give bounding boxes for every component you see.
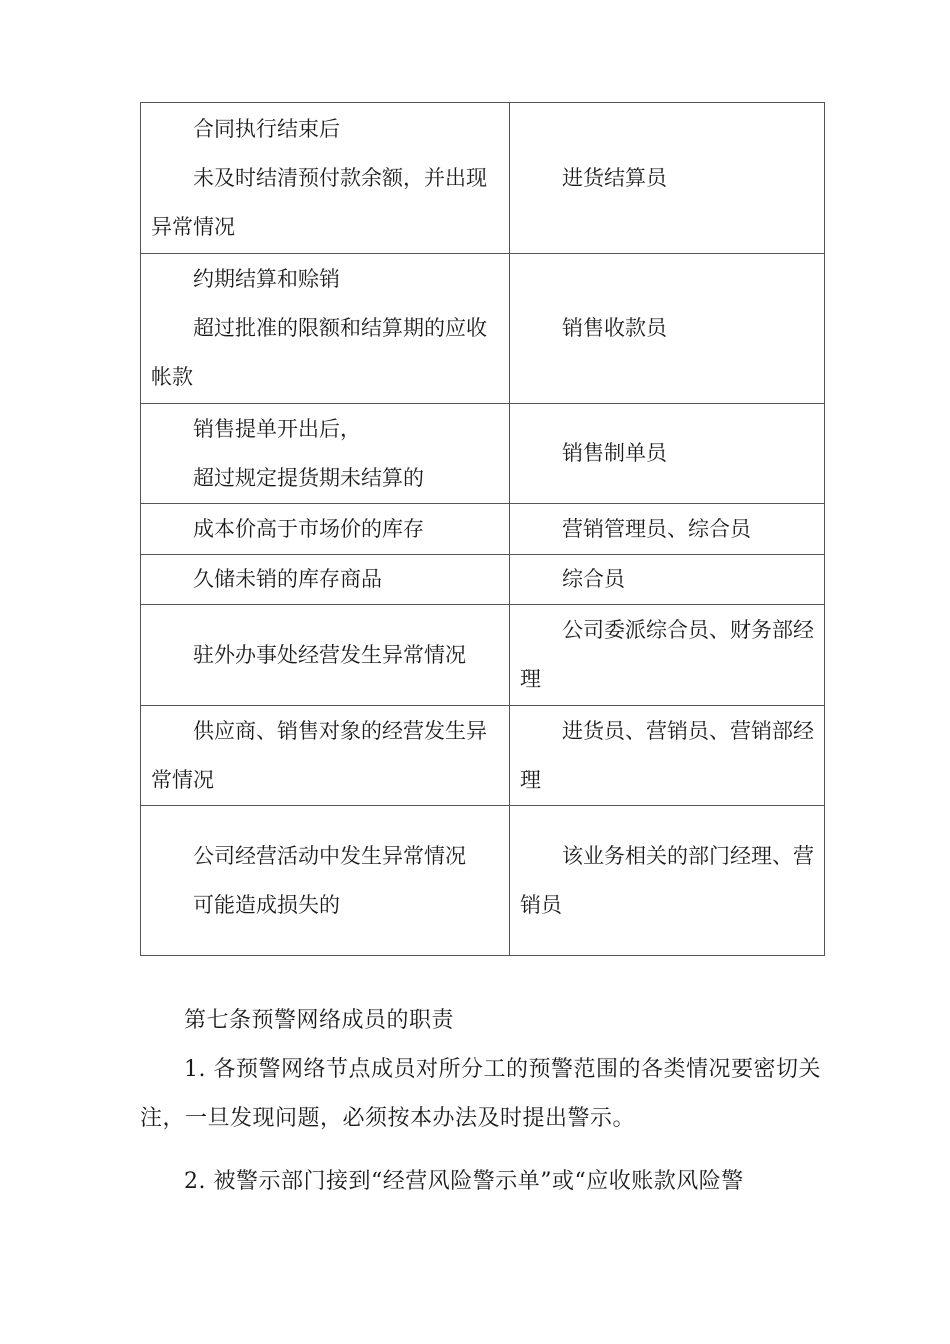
condition-line: 驻外办事处经营发生异常情况: [193, 642, 466, 667]
responsible-line: 营销管理员、综合员: [562, 516, 751, 541]
condition-cell: [141, 555, 510, 605]
table-row: [141, 504, 825, 555]
condition-line: 合同执行结束后: [193, 116, 340, 141]
condition-cell: [141, 254, 510, 404]
responsible-cell: [510, 706, 825, 806]
condition-line: 未及时结清预付款余额，并出现异常情况: [151, 165, 487, 239]
article-heading: 第七条预警网络成员的职责: [184, 1008, 455, 1033]
warning-responsibility-table: [140, 102, 825, 956]
table-row: [141, 254, 825, 404]
responsible-cell: [510, 404, 825, 504]
condition-line: 销售提单开出后，: [193, 416, 361, 441]
condition-line: 成本价高于市场价的库存: [193, 516, 424, 541]
condition-line: 超过规定提货期未结算的: [193, 465, 424, 490]
responsible-line: 销售制单员: [562, 441, 667, 465]
table-row: [141, 404, 825, 504]
table-row: [141, 706, 825, 806]
table-row: [141, 103, 825, 254]
responsible-cell: [510, 254, 825, 404]
responsible-cell: [510, 504, 825, 555]
responsible-cell: [510, 806, 825, 956]
responsible-line: 该业务相关的部门经理、营销员: [520, 843, 814, 917]
responsible-cell: [510, 605, 825, 706]
article-body: [140, 996, 824, 1206]
responsible-line: 销售收款员: [562, 316, 667, 340]
condition-cell: [141, 504, 510, 555]
article-item-2: 2. 被警示部门接到“经营风险警示单”或“应收账款风险警: [184, 1169, 744, 1194]
condition-cell: [141, 806, 510, 956]
responsible-cell: [510, 103, 825, 254]
condition-line: 可能造成损失的: [193, 892, 340, 917]
condition-line: 公司经营活动中发生异常情况: [193, 843, 466, 868]
condition-line: 供应商、销售对象的经营发生异常情况: [151, 718, 487, 792]
condition-line: 超过批准的限额和结算期的应收帐款: [151, 316, 487, 389]
condition-cell: [141, 605, 510, 706]
responsible-cell: [510, 555, 825, 605]
table-row: [141, 605, 825, 706]
responsible-line: 进货结算员: [562, 165, 667, 190]
condition-line: 约期结算和赊销: [193, 267, 340, 291]
condition-cell: [141, 404, 510, 504]
article-item-1: 1. 各预警网络节点成员对所分工的预警范围的各类情况要密切关注，一旦发现问题，必须按本办法及时提出警示。: [140, 1057, 821, 1131]
table-row: [141, 806, 825, 956]
responsible-line: 公司委派综合员、财务部经理: [520, 618, 814, 691]
table-row: [141, 555, 825, 605]
responsible-line: 进货员、营销员、营销部经理: [520, 718, 814, 792]
responsible-line: 综合员: [562, 567, 625, 591]
condition-cell: [141, 103, 510, 254]
condition-line: 久储未销的库存商品: [193, 567, 382, 591]
condition-cell: [141, 706, 510, 806]
